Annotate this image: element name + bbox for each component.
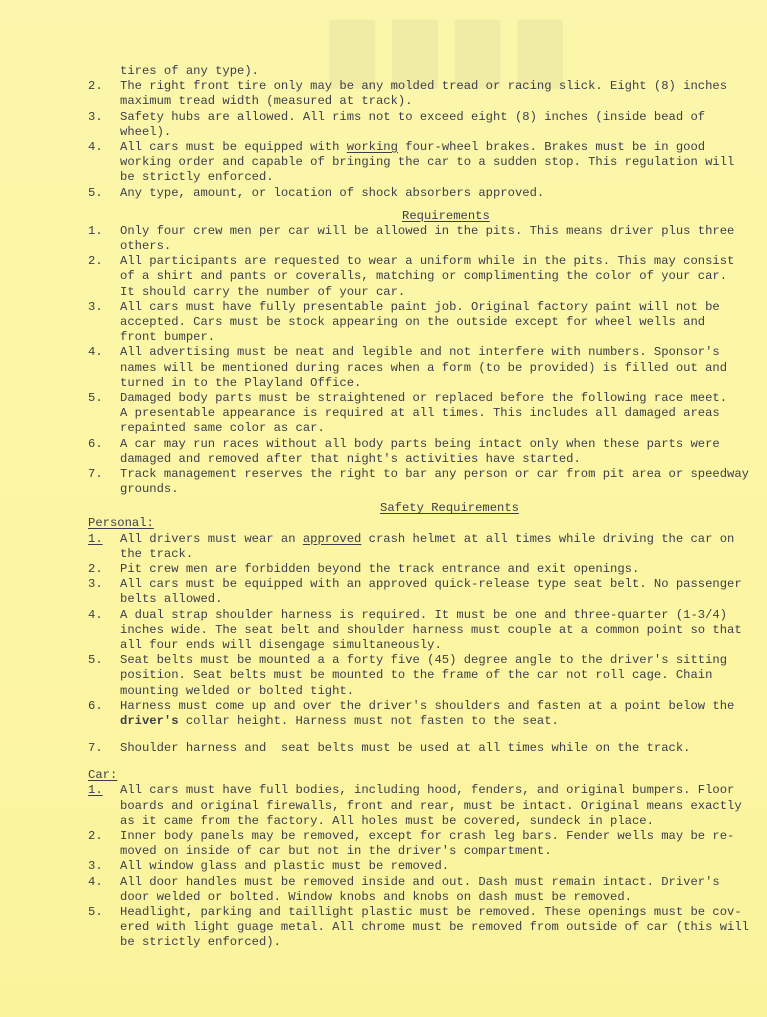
- personal-item-1: 1. All drivers must wear an approved crash helmet at all times while driving the car on the track.: [88, 531, 735, 561]
- requirement-item-1: 1. Only four crew men per car will be allowed in the pits. This means driver plus three others.: [88, 223, 735, 254]
- personal-item-3: 3. All cars must be equipped with an approved quick-release type seat belt. No passenger belts allowed.: [88, 577, 742, 607]
- car-item-5: 5. Headlight, parking and taillight plastic must be removed. These openings must be cov- ered with light guage metal. All chrome must be removed from outside of car (this will be strictly enforced).: [88, 904, 749, 950]
- personal-item-5: 5. Seat belts must be mounted a a forty five (45) degree angle to the driver's sitting position. Seat belts must be mounted to the frame of the car not roll cage. Chain mounting welded or bolted tight.: [88, 653, 728, 698]
- personal-item-4: 4. A dual strap shoulder harness is required. It must be one and three-quarter (1-3/4) inches wide. The seat belt and shoulder harness must couple at a common point so that all four ends will disengage simultaneously.: [88, 607, 742, 652]
- requirement-item-5: 5. Damaged body parts must be straightened or replaced before the following race meet. A presentable appearance is required at all times. This includes all damaged areas repainted same color as car.: [88, 390, 728, 436]
- car-subheading: Car:: [88, 768, 118, 783]
- personal-item-6: 6. Harness must come up and over the driver's shoulders and fasten at a point below the driver's collar height. Harness must not fasten to the seat.: [88, 698, 735, 728]
- requirement-item-3: 3. All cars must have fully presentable paint job. Original factory paint will not be accepted. Cars must be stock appearing on the outside except for wheel wells and front bumper.: [88, 299, 720, 345]
- requirement-item-2: 2. All participants are requested to wear a uniform while in the pits. This may consist of a shirt and pants or coveralls, matching or complimenting the color of your car. It should carry the number of your car.: [88, 254, 735, 299]
- tire-item-4: 4. All cars must be equipped with working four-wheel brakes. Brakes must be in good working order and capable of bringing the car to a sudden stop. This regulation will be strictly enforced.: [88, 139, 735, 185]
- requirement-item-4: 4. All advertising must be neat and legible and not interfere with numbers. Sponsor's names will be mentioned during races when a form (to be provided) is filled out and turned in to the Playland Office.: [88, 345, 728, 390]
- tire-item-3: 3. Safety hubs are allowed. All rims not to exceed eight (8) inches (inside bead of wheel).: [88, 109, 706, 139]
- car-item-2: 2. Inner body panels may be removed, except for crash leg bars. Fender wells may be re- moved on inside of car but not in the driver's compartment.: [88, 829, 735, 859]
- tire-item-2: 2. The right front tire only may be any molded tread or racing slick. Eight (8) inches maximum tread width (measured at track).: [88, 79, 728, 109]
- bleed-through-shadow: ████: [330, 20, 581, 88]
- car-item-4: 4. All door handles must be removed inside and out. Dash must remain intact. Driver's door welded or bolted. Window knobs and knobs on dash must be removed.: [88, 874, 720, 904]
- tire-item-5: 5. Any type, amount, or location of shock absorbers approved.: [88, 185, 545, 200]
- continuation-line: tires of any type).: [120, 64, 259, 78]
- safety-requirements-heading: Safety Requirements: [380, 501, 519, 516]
- personal-item-2: 2. Pit crew men are forbidden beyond the track entrance and exit openings.: [88, 562, 640, 576]
- personal-subheading: Personal:: [88, 516, 154, 531]
- requirement-item-7: 7. Track management reserves the right to bar any person or car from pit area or speedway grounds.: [88, 466, 749, 497]
- requirements-heading: Requirements: [402, 208, 490, 223]
- rules-document: [88, 64, 767, 951]
- requirement-item-6: 6. A car may run races without all body parts being intact only when these parts were damaged and removed after that night's activities have started.: [88, 436, 720, 466]
- personal-item-7: 7. Shoulder harness and seat belts must be used at all times while on the track.: [88, 741, 691, 756]
- car-item-3: 3. All window glass and plastic must be removed.: [88, 859, 450, 874]
- car-item-1: 1. All cars must have full bodies, including hood, fenders, and original bumpers. Floor boards and original firewalls, front and rear, must be intact. Original means exactly as it came from the factory. All holes must be covered, sundeck in place.: [88, 783, 742, 828]
